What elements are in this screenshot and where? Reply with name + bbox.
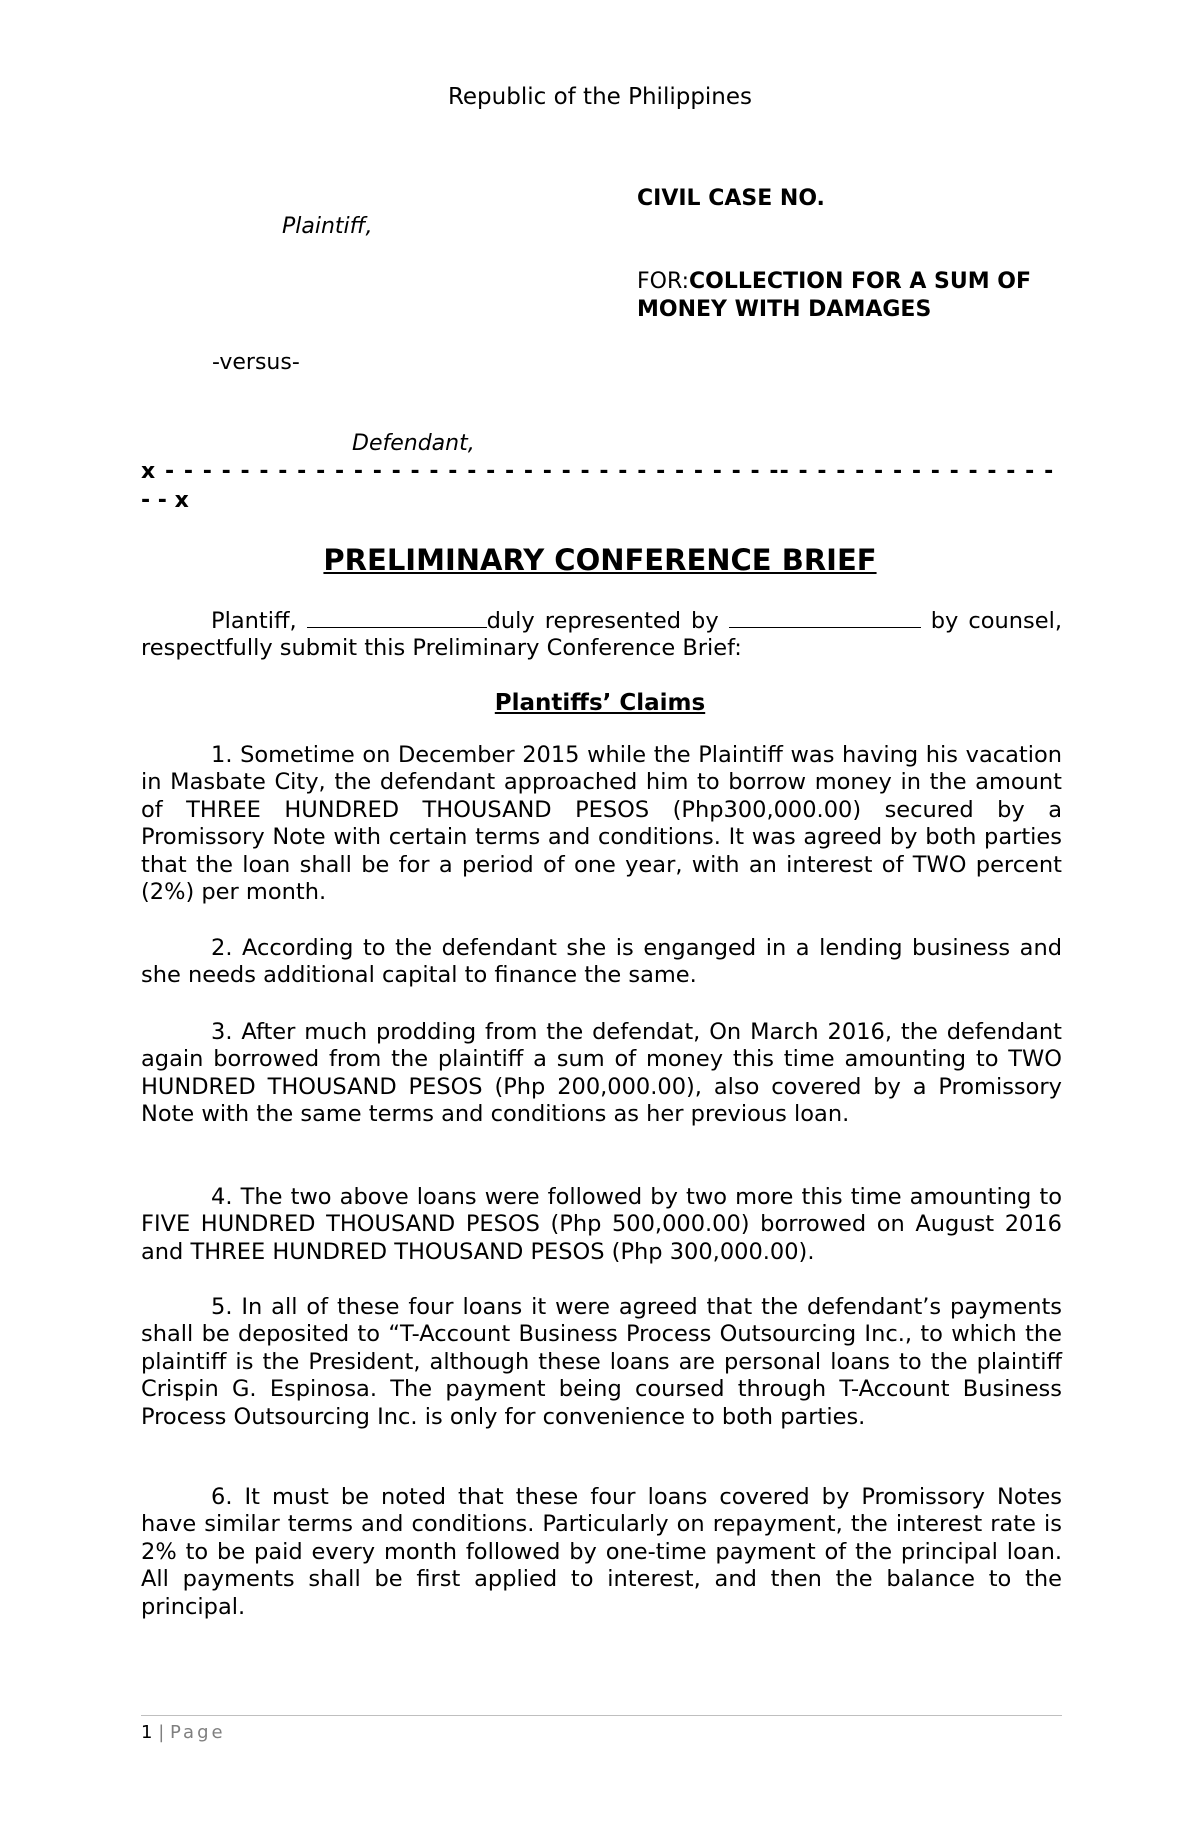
intro-part3: by counsel, respectfully submit this Preliminary Conference Brief: [141, 608, 1062, 662]
claim-paragraph-text: 4. The two above loans were followed by two more this time amounting to FIVE HUNDRED THOUSAND PESOS (Php 500,000.00) borrowed on August 2016 and THREE HUNDRED THOUSAND PESOS (Php 300,000.00). [141, 1184, 1062, 1265]
document-title: PRELIMINARY CONFERENCE BRIEF [323, 543, 877, 577]
caption-separator: x - - - - - - - - - - - - - - - - - - - - - - - - - - - - - - - - -- - - - - - - - - - - - - - - [141, 459, 1055, 484]
versus-label: -versus- [212, 350, 300, 375]
claim-paragraph [141, 1019, 1062, 1129]
defendant-label: Defendant, [352, 431, 475, 456]
case-nature-text: COLLECTION FOR A SUM OF MONEY WITH DAMAGES [637, 269, 1032, 322]
claim-paragraph-text: 2. According to the defendant she is enganged in a lending business and she needs additional capital to finance the same. [141, 935, 1062, 989]
representative-name-blank [729, 607, 921, 628]
plaintiff-label: Plaintiff, [282, 214, 373, 239]
claim-paragraph [141, 1294, 1062, 1431]
claim-paragraph [141, 935, 1062, 990]
page-number: 1 [141, 1722, 153, 1743]
caption-separator-end: - - x [141, 488, 189, 513]
page-footer [141, 1722, 226, 1743]
case-nature [637, 268, 1077, 324]
claim-paragraph-text: 1. Sometime on December 2015 while the Plaintiff was having his vacation in Masbate City, the defendant approached him to borrow money in the amount of THREE HUNDRED THOUSAND PESOS (Php300,000.00) secured by a Promissory Note with certain terms and conditions. It was agreed by both parties that the loan shall be for a period of one year, with an interest of TWO percent (2%) per month. [141, 742, 1062, 906]
intro-part1: Plantiff, [211, 608, 297, 634]
intro-part2: duly represented by [486, 608, 719, 634]
claim-paragraph [141, 1184, 1062, 1266]
case-nature-prefix: FOR: [637, 269, 689, 294]
civil-case-number: CIVIL CASE NO. [637, 186, 825, 211]
footer-divider [141, 1715, 1062, 1716]
plaintiff-name-blank [307, 607, 487, 628]
page-label: Page [170, 1722, 226, 1743]
claims-heading: Plantiffs’ Claims [494, 690, 706, 716]
claim-paragraph-text: 6. It must be noted that these four loans covered by Promissory Notes have similar terms and conditions. Particularly on repayment, the interest rate is 2% to be paid every month followed by one-time payment of the principal loan. All payments shall be first applied to interest, and then the balance to the principal. [141, 1484, 1062, 1620]
republic-header: Republic of the Philippines [447, 84, 753, 110]
claim-paragraph [141, 742, 1062, 906]
claim-paragraph [141, 1484, 1062, 1621]
claim-paragraph-text: 5. In all of these four loans it were agreed that the defendant’s payments shall be deposited to “T-Account Business Process Outsourcing Inc., to which the plaintiff is the President, although these loans are personal loans to the plaintiff Crispin G. Espinosa. The payment being coursed through T-Account Business Process Outsourcing Inc. is only for convenience to both parties. [141, 1294, 1062, 1430]
claim-paragraph-text: 3. After much prodding from the defendat, On March 2016, the defendant again borrowed from the plaintiff a sum of money this time amounting to TWO HUNDRED THOUSAND PESOS (Php 200,000.00), also covered by a Promissory Note with the same terms and conditions as her previous loan. [141, 1019, 1062, 1128]
footer-separator: | [158, 1722, 165, 1743]
intro-paragraph [141, 607, 1062, 663]
